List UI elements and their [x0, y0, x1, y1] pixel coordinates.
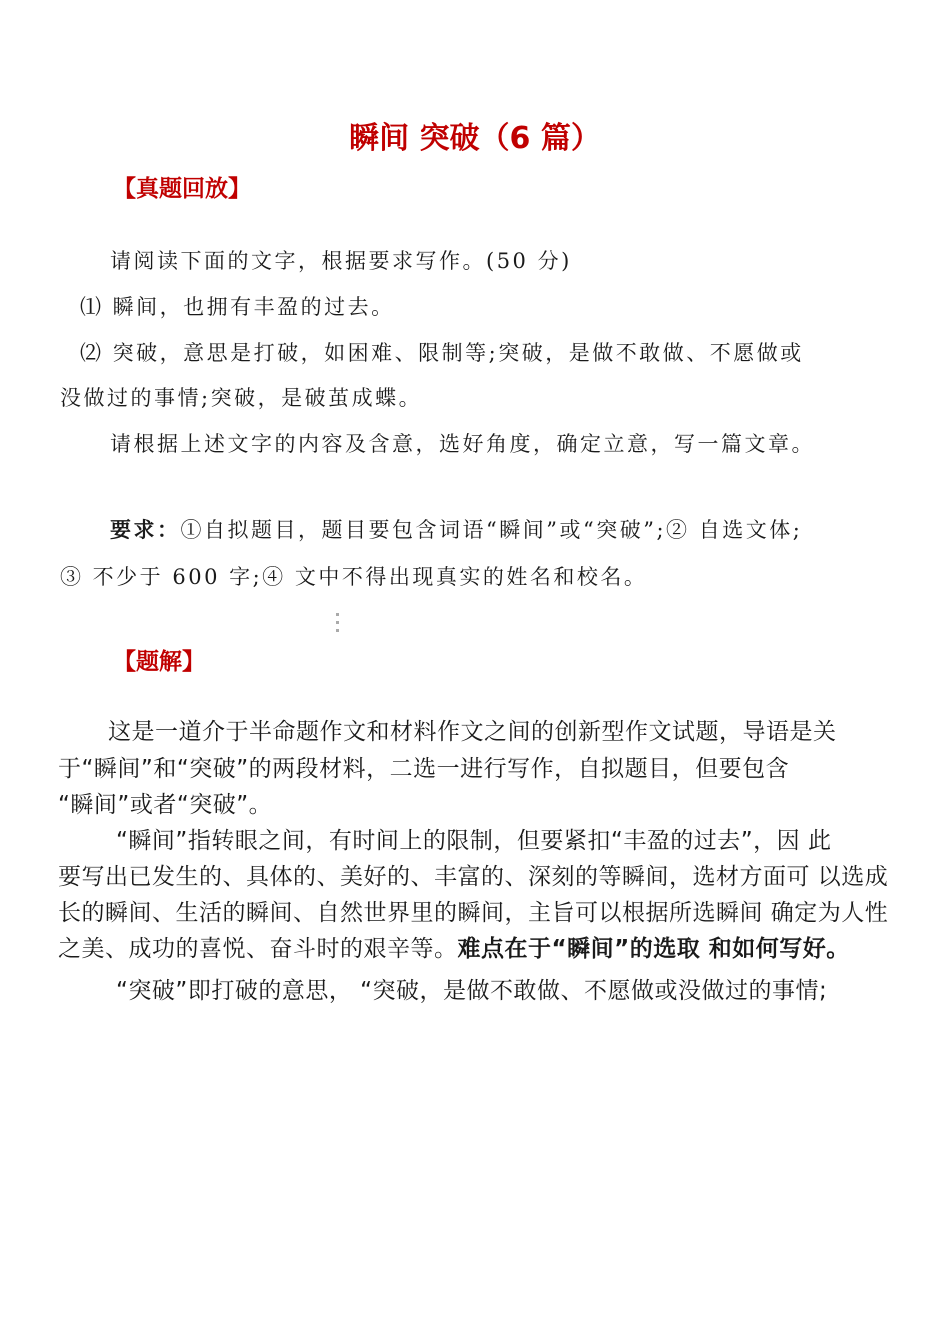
analysis-line-8: “突破”即打破的意思， “突破，是做不敢做、不愿做或没做过的事情; — [116, 978, 828, 1004]
requirement-label: 要求： — [110, 517, 181, 542]
requirement-line-2: ③ 不少于 600 字;④ 文中不得出现真实的姓名和校名。 — [60, 565, 648, 589]
prompt-item-2: ⑵ 突破，意思是打破，如困难、限制等;突破，是做不敢做、不愿做或 — [80, 341, 804, 365]
analysis-line-4: “瞬间”指转眼之间，有时间上的限制，但要紧扣“丰盈的过去”，因 此 — [116, 828, 832, 854]
prompt-intro: 请阅读下面的文字，根据要求写作。(50 分) — [110, 249, 572, 273]
analysis-line-3: “瞬间”或者“突破”。 — [58, 792, 273, 818]
analysis-line-5: 要写出已发生的、具体的、美好的、丰富的、深刻的等瞬间，选材方面可 以选成 — [58, 864, 889, 890]
requirement-text-1: ①自拟题目，题目要包含词语“瞬间”或“突破”;② 自选文体; — [180, 518, 803, 542]
divider-dots — [336, 613, 339, 633]
analysis-line-7-text: 之美、成功的喜悦、奋斗时的艰辛等。 — [58, 936, 458, 962]
page-title: 瞬间 突破（6 篇） — [349, 121, 601, 156]
section-heading-review: 【真题回放】 — [113, 176, 251, 202]
prompt-instruction: 请根据上述文字的内容及含意，选好角度，确定立意，写一篇文章。 — [110, 432, 815, 456]
analysis-difficulty: 难点在于“瞬间”的选取 和如何写好。 — [457, 936, 850, 962]
prompt-item-1: ⑴ 瞬间，也拥有丰盈的过去。 — [80, 295, 395, 319]
section-heading-analysis: 【题解】 — [113, 649, 205, 675]
analysis-line-1: 这是一道介于半命题作文和材料作文之间的创新型作文试题，导语是关 — [108, 719, 837, 745]
analysis-line-2: 于“瞬间”和“突破”的两段材料，二选一进行写作，自拟题目，但要包含 — [58, 756, 790, 782]
analysis-line-7 — [58, 930, 850, 963]
analysis-line-6: 长的瞬间、生活的瞬间、自然世界里的瞬间，主旨可以根据所选瞬间 确定为人性 — [58, 900, 889, 926]
prompt-item-2-cont: 没做过的事情;突破，是破茧成蝶。 — [60, 386, 423, 410]
requirement-line-1 — [110, 514, 802, 544]
